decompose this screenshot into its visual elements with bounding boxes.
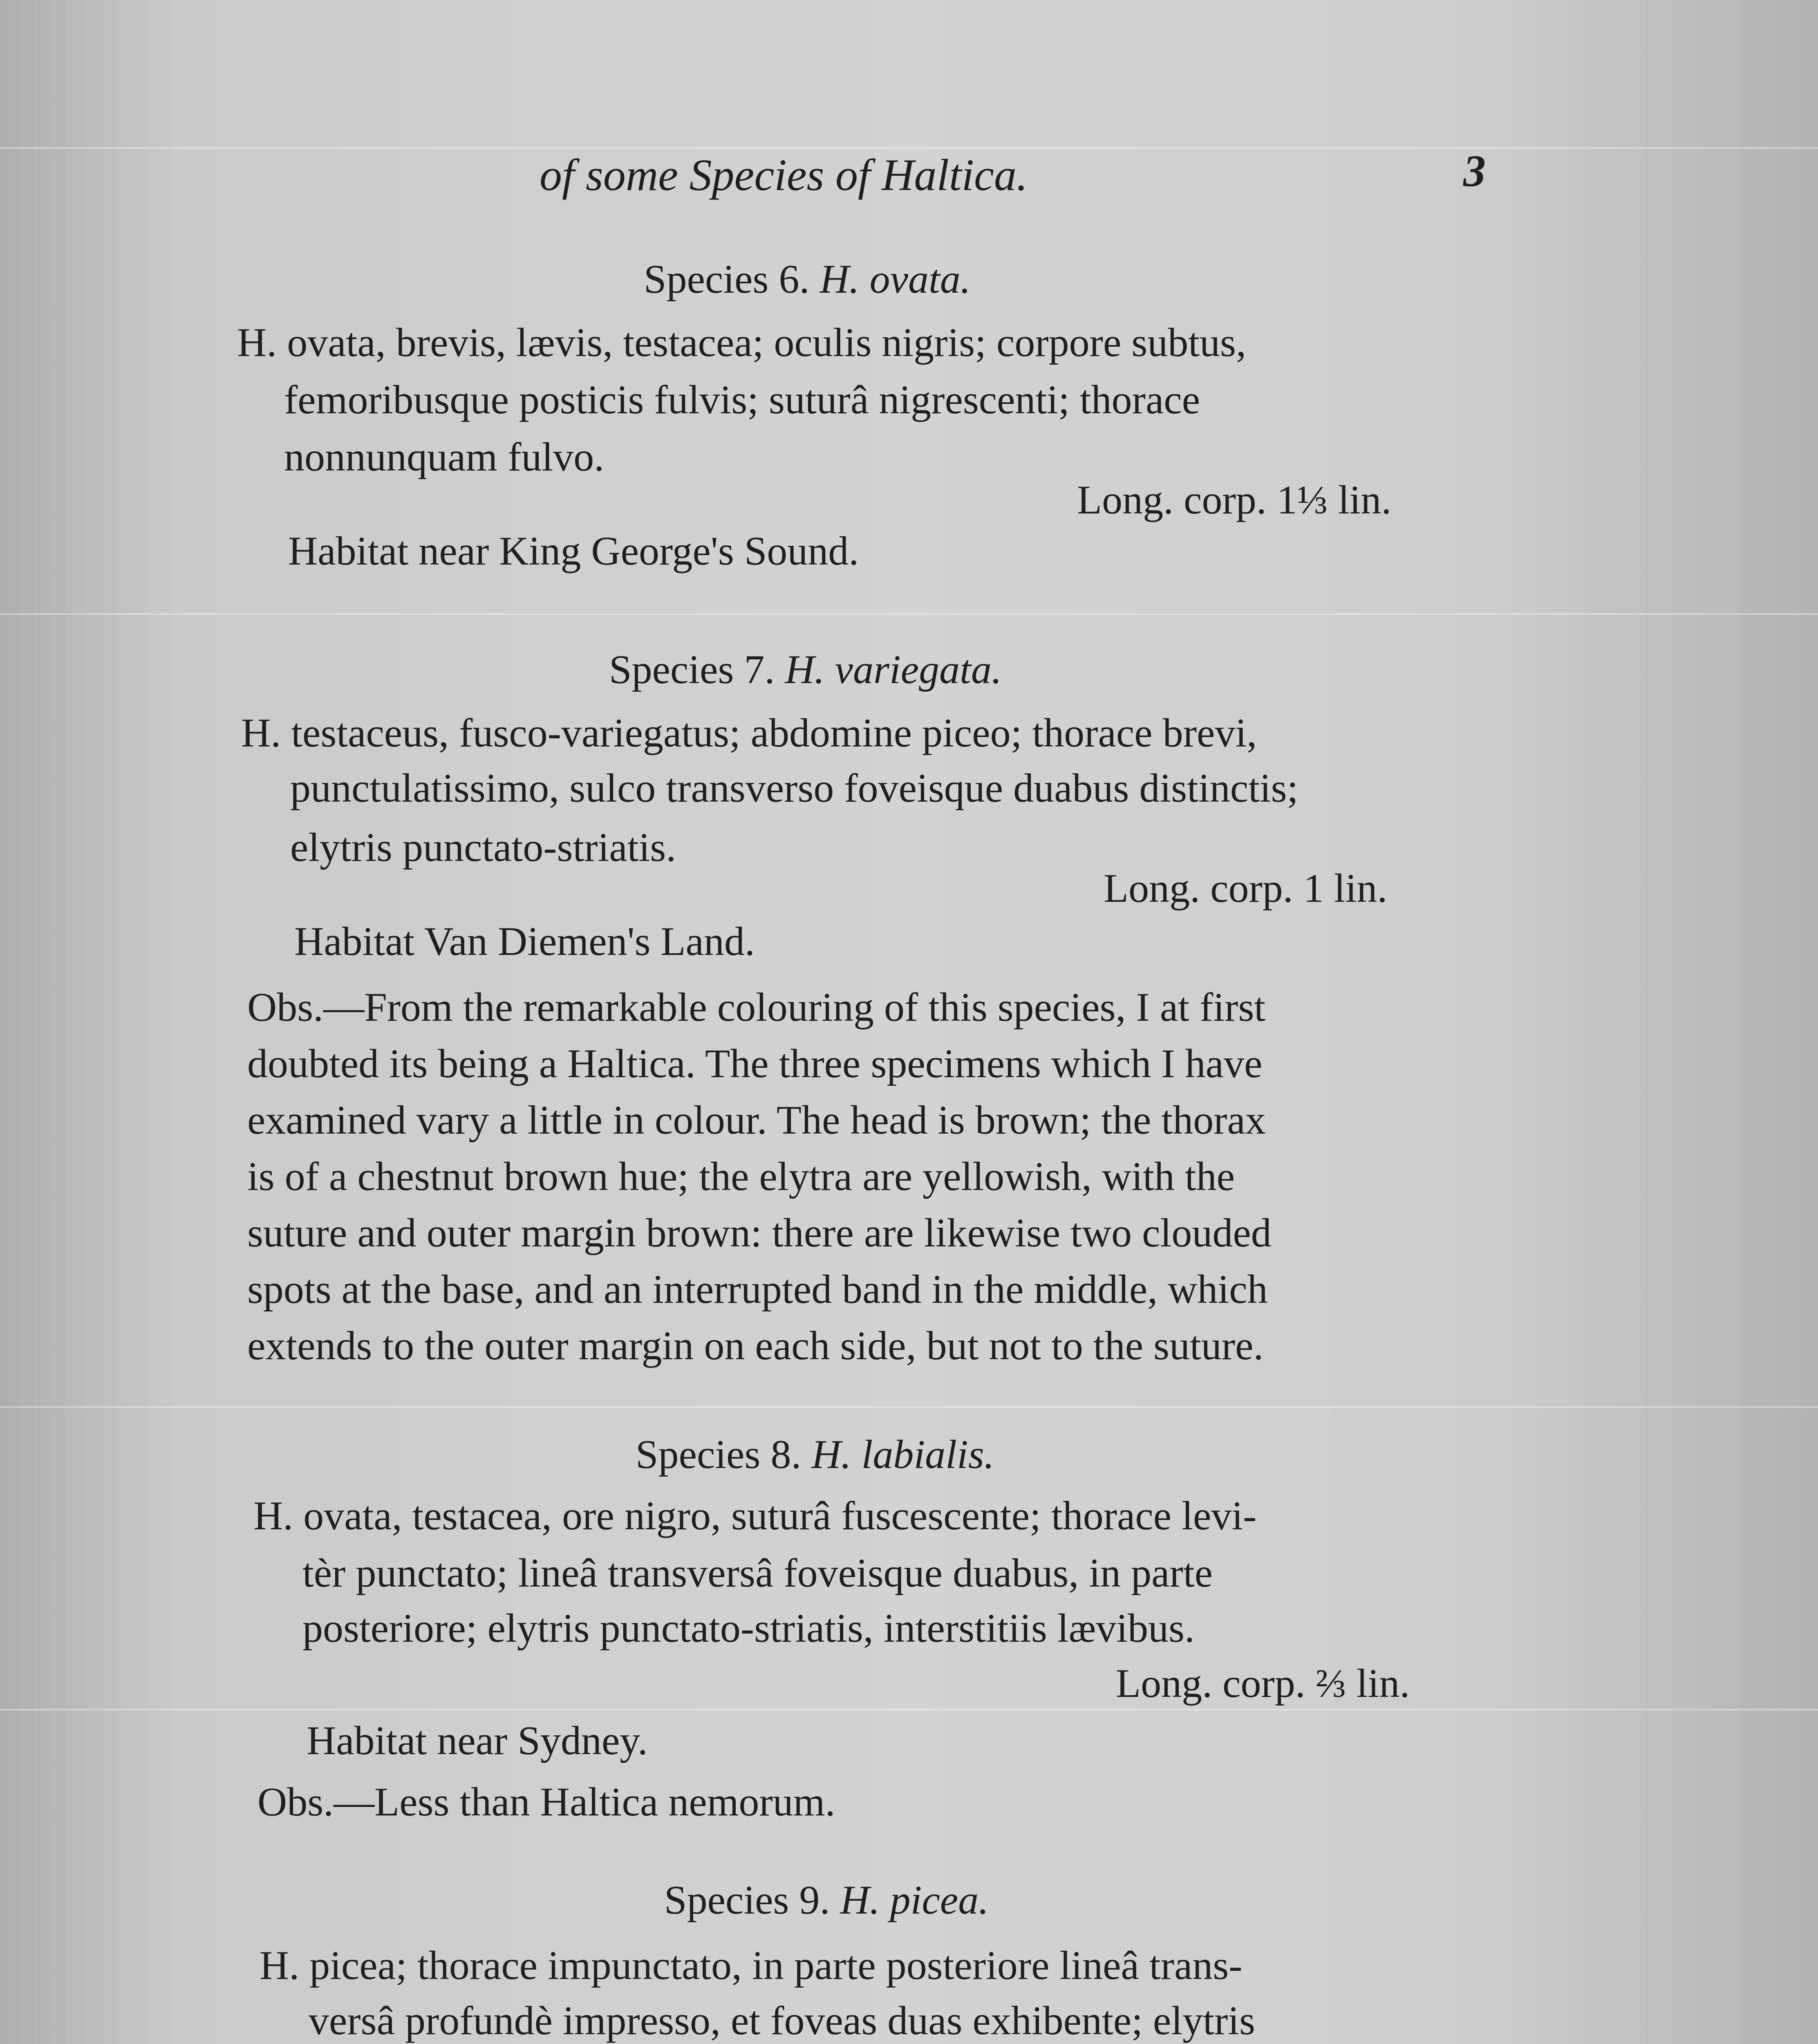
description-line: H. ovata, brevis, lævis, testacea; oculis nigris; corpore subtus, bbox=[237, 320, 1246, 365]
observation-line: Obs.—From the remarkable colouring of this species, I at first bbox=[247, 984, 1266, 1030]
body-length: Long. corp. ⅔ lin. bbox=[1116, 1661, 1410, 1706]
species-heading-name: H. ovata. bbox=[819, 256, 971, 302]
species-heading bbox=[636, 1431, 994, 1478]
observation-line: doubted its being a Haltica. The three specimens which I have bbox=[247, 1041, 1263, 1086]
observation-line: is of a chestnut brown hue; the elytra are yellowish, with the bbox=[247, 1154, 1235, 1199]
description-line: versâ profundè impresso, et foveas duas exhibente; elytris bbox=[309, 1998, 1255, 2043]
scan-artifact bbox=[0, 1709, 1818, 1710]
description-line: H. testaceus, fusco-variegatus; abdomine piceo; thorace brevi, bbox=[241, 710, 1257, 755]
description-line: tèr punctato; lineâ transversâ foveisque duabus, in parte bbox=[302, 1550, 1213, 1596]
observation-line: suture and outer margin brown: there are likewise two clouded bbox=[247, 1210, 1272, 1255]
observation-paragraph bbox=[247, 979, 1272, 1374]
species-heading bbox=[664, 1876, 989, 1923]
running-title: of some Species of Haltica. bbox=[540, 150, 1028, 200]
observation: Obs.—Less than Haltica nemorum. bbox=[257, 1779, 835, 1824]
scan-artifact bbox=[0, 1406, 1818, 1408]
observation-line: spots at the base, and an interrupted band in the middle, which bbox=[247, 1266, 1268, 1312]
description-line: punctulatissimo, sulco transverso foveisque duabus distinctis; bbox=[290, 765, 1299, 811]
species-heading bbox=[609, 646, 1002, 693]
observation-line: extends to the outer margin on each side, but not to the suture. bbox=[247, 1323, 1264, 1368]
habitat: Habitat near Sydney. bbox=[307, 1718, 648, 1763]
description-line: H. ovata, testacea, ore nigro, suturâ fuscescente; thorace levi- bbox=[253, 1493, 1257, 1538]
page-number: 3 bbox=[1463, 146, 1486, 196]
observation-line: examined vary a little in colour. The head is brown; the thorax bbox=[247, 1097, 1266, 1143]
description-line: posteriore; elytris punctato-striatis, interstitiis lævibus. bbox=[302, 1605, 1195, 1651]
habitat: Habitat near King George's Sound. bbox=[288, 528, 859, 574]
body-length: Long. corp. 1 lin. bbox=[1104, 865, 1388, 911]
species-heading-prefix: Species 9. bbox=[664, 1877, 830, 1923]
description-line: nonnunquam fulvo. bbox=[284, 434, 605, 480]
species-heading-prefix: Species 6. bbox=[644, 256, 810, 302]
scan-artifact bbox=[0, 147, 1818, 149]
species-heading-prefix: Species 7. bbox=[609, 647, 775, 692]
description-line: elytris punctato-striatis. bbox=[290, 825, 676, 870]
species-heading-name: H. labialis. bbox=[811, 1432, 994, 1477]
body-length: Long. corp. 1⅓ lin. bbox=[1077, 477, 1392, 522]
species-heading-name: H. variegata. bbox=[785, 647, 1002, 692]
description-line: femoribusque posticis fulvis; suturâ nigrescenti; thorace bbox=[284, 377, 1200, 422]
species-heading-name: H. picea. bbox=[840, 1877, 989, 1923]
scan-artifact bbox=[0, 613, 1818, 615]
species-heading-prefix: Species 8. bbox=[636, 1432, 802, 1477]
habitat: Habitat Van Diemen's Land. bbox=[294, 919, 755, 964]
description-line: H. picea; thorace impunctato, in parte posteriore lineâ trans- bbox=[260, 1943, 1243, 1988]
species-heading bbox=[644, 256, 971, 303]
